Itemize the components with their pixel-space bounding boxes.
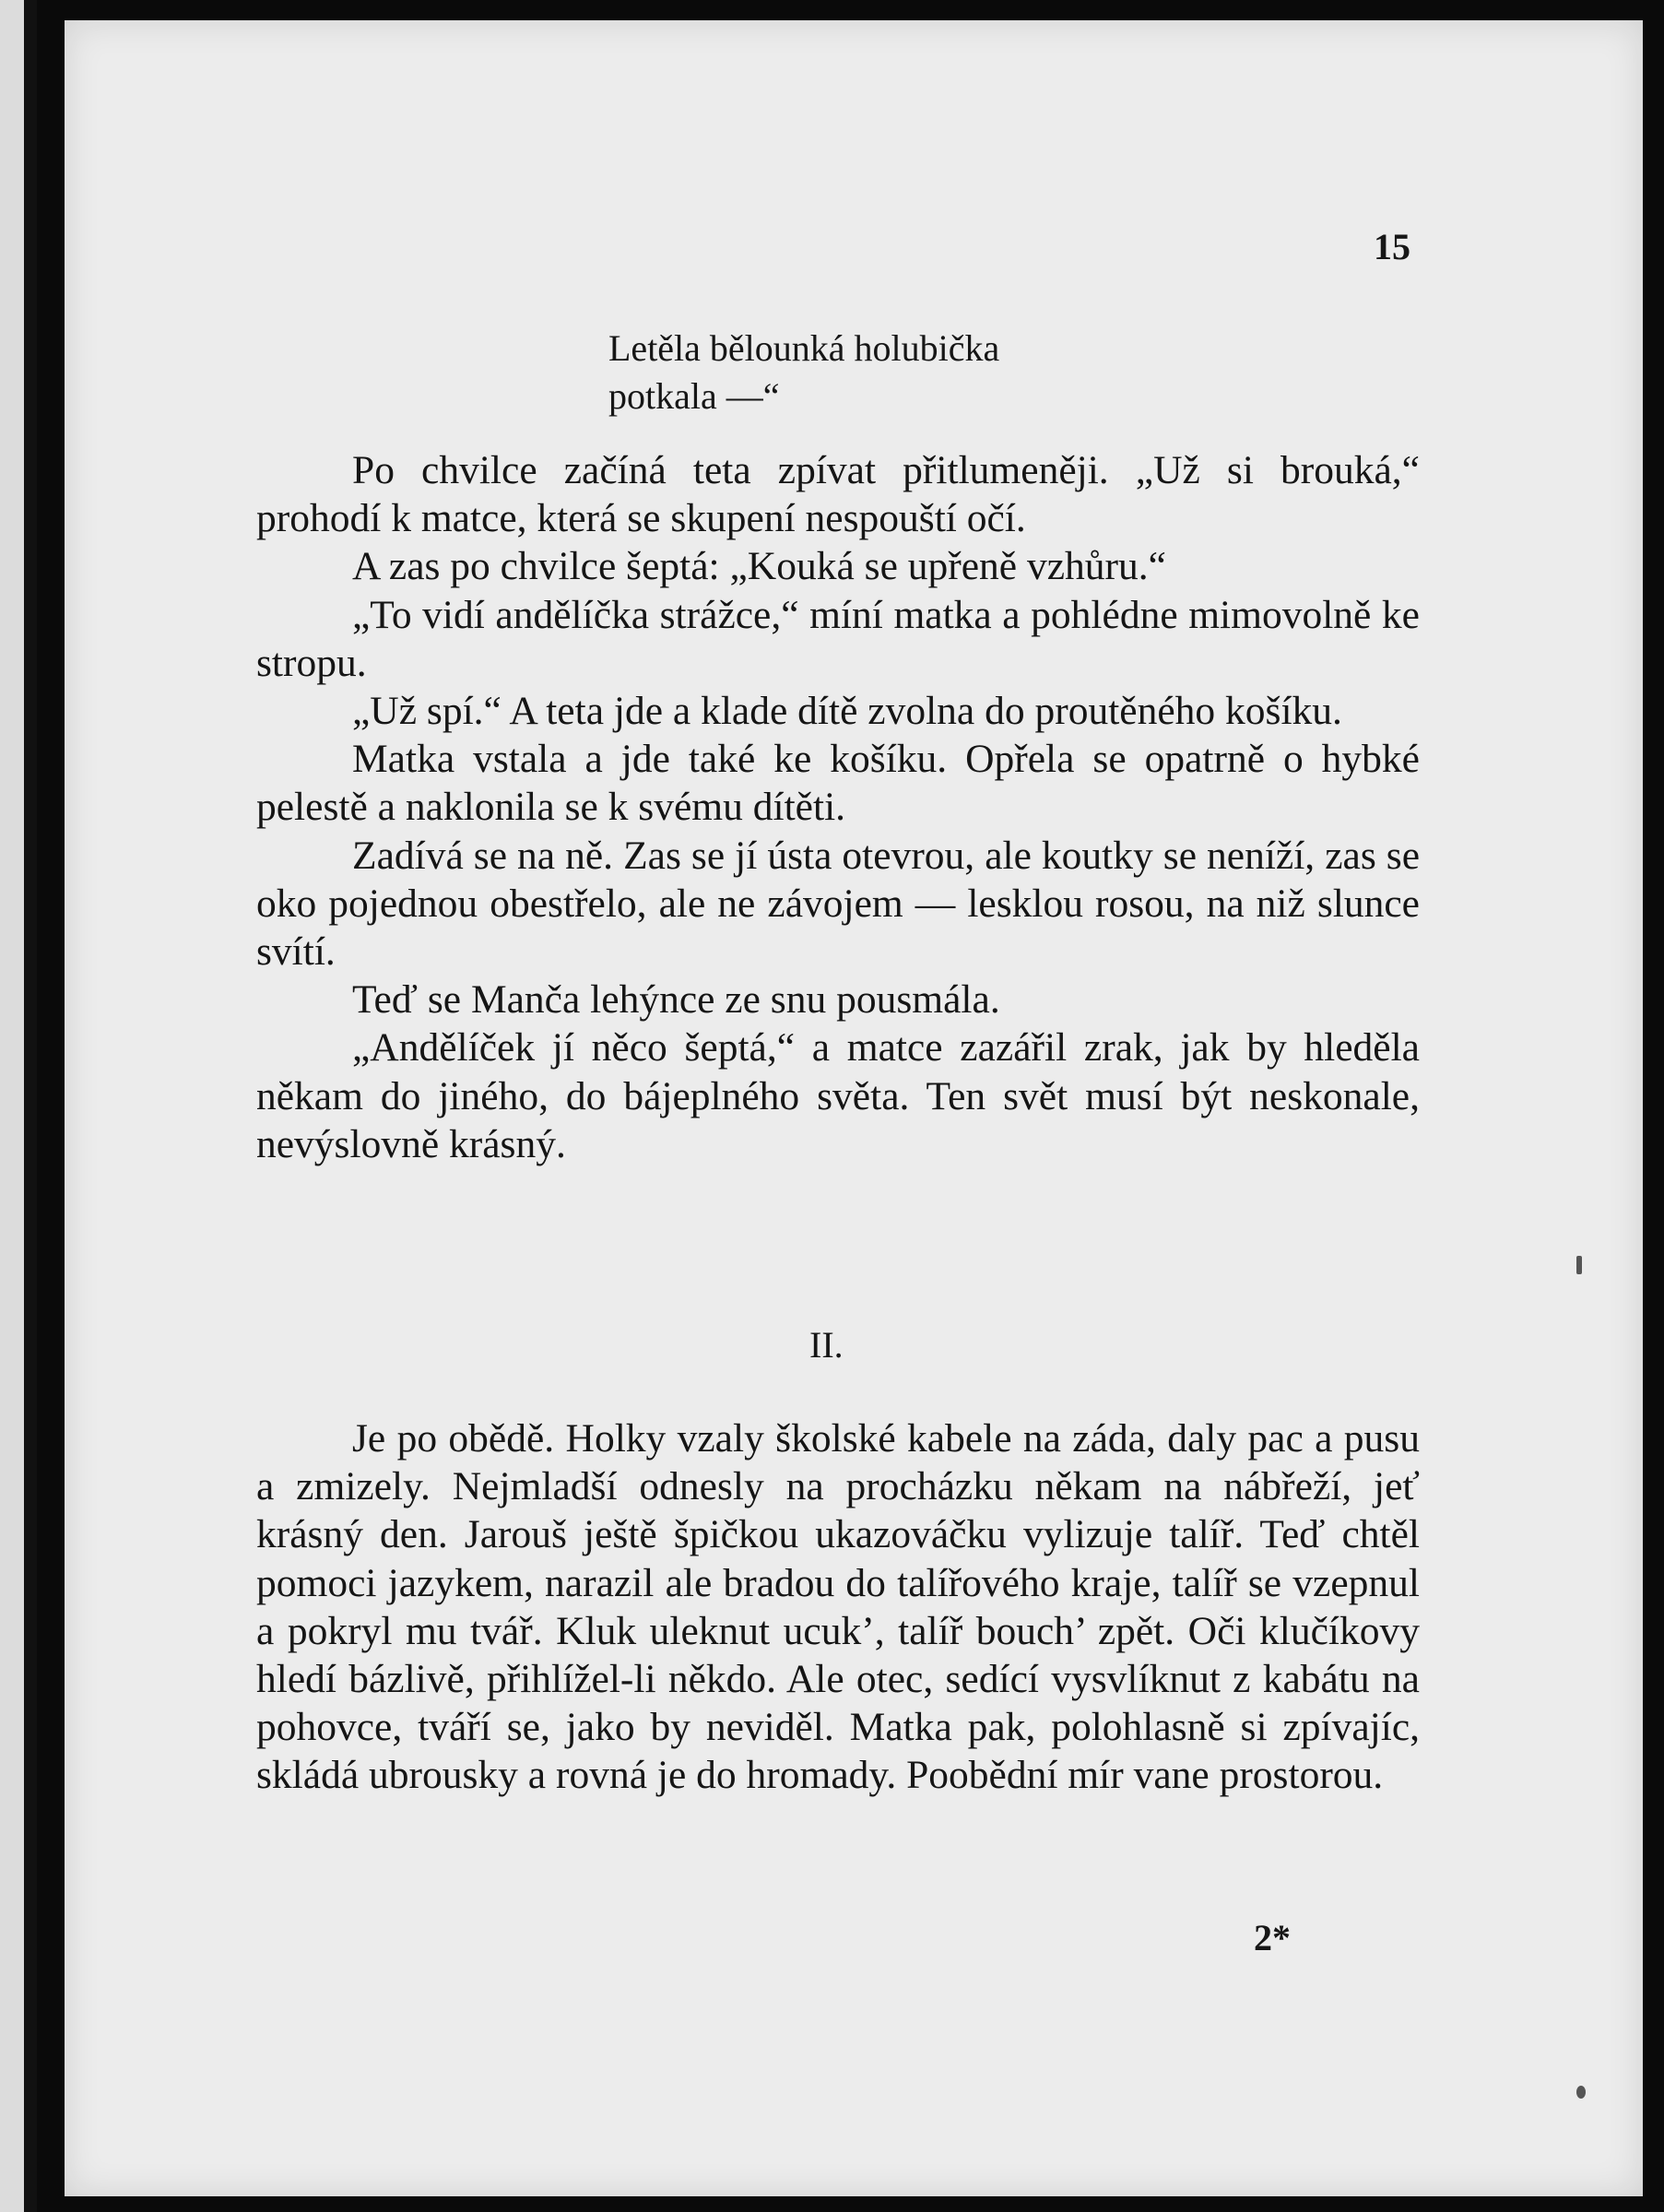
verse-line: potkala —“ bbox=[608, 375, 780, 417]
book-page bbox=[65, 20, 1643, 2196]
scan-speck bbox=[1576, 2086, 1586, 2099]
paragraph: „Andělíček jí něco šeptá,“ a matce zazářil zrak, jak by hleděla někam do jiného, do bájeplného světa. Ten svět musí být neskonale, nevýslovně krásný. bbox=[256, 1025, 1420, 1166]
page-number: 15 bbox=[1374, 226, 1410, 267]
paragraph: „To vidí andělíčka strážce,“ míní matka a pohlédne mimovolně ke stropu. bbox=[256, 592, 1420, 685]
binding-shadow bbox=[24, 0, 37, 2212]
verse-quote bbox=[608, 325, 999, 420]
previous-page-edge bbox=[0, 0, 37, 2212]
paragraph: Je po obědě. Holky vzaly školské kabele na záda, daly pac a pusu a zmizely. Nejmladší odnesly na procházku někam na nábřeží, jeť krásný den. Jarouš ještě špičkou ukazováčku vylizuje talíř. Teď chtěl pomoci jazykem, narazil ale bradou do talířového kraje, talíř se vzepnul a pokryl mu tvář. Kluk uleknut ucuk’, talíř bouch’ zpět. Oči klučíkovy hledí bázlivě, přihlížel-li někdo. Ale otec, sedící vysvlíknut z kabátu na pohovce, tváří se, jako by neviděl. Matka pak, polohlasně si zpívajíc, skládá ubrousky a rovná je do hromady. Poobědní mír vane prostorou. bbox=[256, 1416, 1420, 1798]
text-part-1 bbox=[256, 446, 1420, 1168]
verse-line: Letěla bělounká holubička bbox=[608, 327, 1000, 369]
paragraph: A zas po chvilce šeptá: „Kouká se upřeně vzhůru.“ bbox=[352, 544, 1166, 589]
paragraph: Zadívá se na ně. Zas se jí ústa otevrou, ale koutky se neníží, zas se oko pojednou obestřelo, ale ne závojem — lesklou rosou, na niž slunce svítí. bbox=[256, 833, 1420, 975]
paragraph: Po chvilce začíná teta zpívat přitlumeněji. „Už si brouká,“ prohodí k matce, která se skupení nespouští očí. bbox=[256, 448, 1420, 541]
section-heading: II. bbox=[809, 1324, 844, 1366]
text-part-2 bbox=[256, 1414, 1420, 1800]
signature-mark: 2* bbox=[1254, 1917, 1291, 1958]
scan-speck bbox=[1576, 1256, 1582, 1274]
paragraph: „Už spí.“ A teta jde a klade dítě zvolna do proutěného košíku. bbox=[352, 689, 1342, 734]
paragraph: Matka vstala a jde také ke košíku. Opřela se opatrně o hybké pelestě a naklonila se k svému dítěti. bbox=[256, 737, 1420, 830]
paragraph: Teď se Manča lehýnce ze snu pousmála. bbox=[352, 977, 1000, 1023]
